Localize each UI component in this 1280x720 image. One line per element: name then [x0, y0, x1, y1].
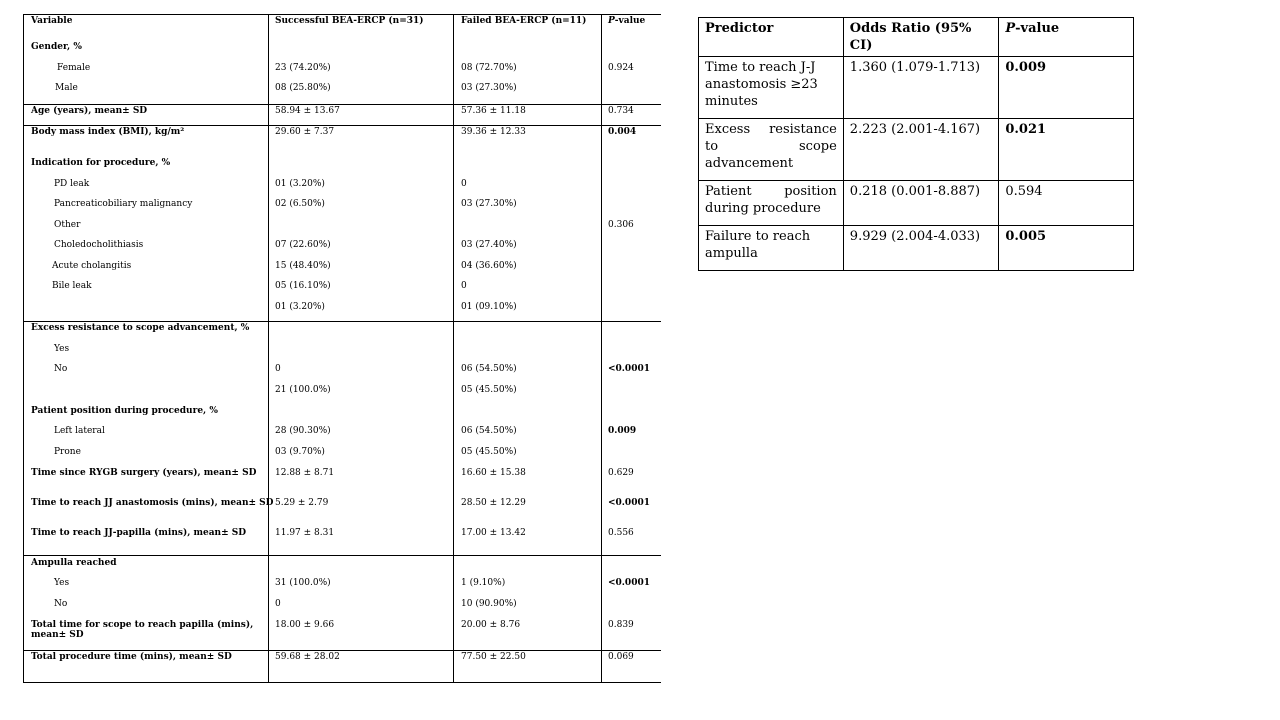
cell-failed: 05 (45.50%) — [461, 385, 517, 395]
cell-successful: 11.97 ± 8.31 — [275, 528, 335, 538]
cell-predictor: Failure to reach ampulla — [699, 226, 844, 271]
row-label: Pancreaticobiliary malignancy — [54, 199, 193, 209]
cell-p-value: 0.839 — [608, 620, 634, 630]
header-odds-ratio: Odds Ratio (95% CI) — [843, 18, 999, 57]
row-label: Other — [54, 220, 81, 230]
table-header-row — [699, 18, 1134, 57]
cell-failed: 03 (27.40%) — [461, 240, 517, 250]
column-divider — [601, 15, 602, 682]
header-p-value: P-value — [999, 18, 1134, 57]
row-label: Choledocholithiasis — [54, 240, 144, 250]
cell-odds-ratio: 0.218 (0.001-8.887) — [843, 181, 999, 226]
row-divider — [24, 321, 661, 322]
table-row — [699, 226, 1134, 271]
cell-successful: 01 (3.20%) — [275, 179, 325, 189]
row-label: No — [54, 364, 68, 374]
row-label: Yes — [54, 578, 70, 588]
cell-successful: 12.88 ± 8.71 — [275, 468, 335, 478]
cell-failed: 17.00 ± 13.42 — [461, 528, 526, 538]
row-label: Male — [55, 83, 78, 93]
cell-successful: 28 (90.30%) — [275, 426, 331, 436]
cell-successful: 03 (9.70%) — [275, 447, 325, 457]
cell-failed: 57.36 ± 11.18 — [461, 106, 526, 116]
cell-failed: 06 (54.50%) — [461, 364, 517, 374]
row-label: Indication for procedure, % — [31, 158, 171, 168]
cell-failed: 20.00 ± 8.76 — [461, 620, 521, 630]
cell-p-value: 0.629 — [608, 468, 634, 478]
cell-failed: 10 (90.90%) — [461, 599, 517, 609]
baseline-characteristics-table — [23, 14, 661, 683]
row-label: PD leak — [54, 179, 90, 189]
header-p-value: P-value — [608, 16, 646, 26]
column-divider — [268, 15, 269, 682]
cell-p-value: 0.021 — [999, 119, 1134, 181]
cell-failed: 16.60 ± 15.38 — [461, 468, 526, 478]
cell-predictor: Excess resistance to scope advancement — [699, 119, 844, 181]
cell-successful: 0 — [275, 599, 281, 609]
cell-p-value: 0.069 — [608, 652, 634, 662]
cell-p-value: <0.0001 — [608, 578, 650, 588]
cell-failed: 0 — [461, 179, 467, 189]
cell-p-value: 0.005 — [999, 226, 1134, 271]
predictors-table — [698, 17, 1134, 271]
row-divider — [24, 125, 661, 126]
row-divider — [24, 104, 661, 105]
cell-p-value: 0.734 — [608, 106, 634, 116]
row-label: Time to reach JJ-papilla (mins), mean± SD — [31, 528, 247, 538]
row-label: Time since RYGB surgery (years), mean± SD — [31, 468, 257, 478]
cell-successful: 23 (74.20%) — [275, 63, 331, 73]
cell-p-value: 0.009 — [999, 57, 1134, 119]
header-variable: Variable — [31, 16, 73, 26]
cell-failed: 01 (09.10%) — [461, 302, 517, 312]
cell-successful: 18.00 ± 9.66 — [275, 620, 335, 630]
row-label: Acute cholangitis — [52, 261, 132, 271]
row-label: Female — [57, 63, 91, 73]
cell-successful: 01 (3.20%) — [275, 302, 325, 312]
row-label: Total time for scope to reach papilla (mins), mean± SD — [31, 620, 254, 640]
cell-failed: 04 (36.60%) — [461, 261, 517, 271]
cell-p-value: <0.0001 — [608, 364, 650, 374]
cell-failed: 77.50 ± 22.50 — [461, 652, 526, 662]
row-label: Body mass index (BMI), kg/m² — [31, 127, 185, 137]
row-label: Prone — [54, 447, 81, 457]
header-predictor: Predictor — [699, 18, 844, 57]
cell-successful: 08 (25.80%) — [275, 83, 331, 93]
cell-successful: 59.68 ± 28.02 — [275, 652, 340, 662]
cell-successful: 58.94 ± 13.67 — [275, 106, 340, 116]
cell-failed: 03 (27.30%) — [461, 83, 517, 93]
cell-failed: 28.50 ± 12.29 — [461, 498, 526, 508]
cell-successful: 07 (22.60%) — [275, 240, 331, 250]
cell-failed: 03 (27.30%) — [461, 199, 517, 209]
row-label: Excess resistance to scope advancement, % — [31, 323, 250, 333]
cell-failed: 1 (9.10%) — [461, 578, 506, 588]
cell-predictor: Patient position during procedure — [699, 181, 844, 226]
row-label: Total procedure time (mins), mean± SD — [31, 652, 232, 662]
row-label: Yes — [54, 344, 70, 354]
row-label: Gender, % — [31, 42, 82, 52]
row-label: No — [54, 599, 68, 609]
cell-successful: 02 (6.50%) — [275, 199, 325, 209]
table-row — [699, 181, 1134, 226]
cell-successful: 21 (100.0%) — [275, 385, 331, 395]
cell-successful: 05 (16.10%) — [275, 281, 331, 291]
cell-failed: 06 (54.50%) — [461, 426, 517, 436]
cell-p-value: 0.594 — [999, 181, 1134, 226]
column-divider — [453, 15, 454, 682]
header-successful: Successful BEA-ERCP (n=31) — [275, 16, 424, 26]
cell-p-value: 0.004 — [608, 127, 637, 137]
cell-p-value: <0.0001 — [608, 498, 650, 508]
row-label: Ampulla reached — [31, 558, 117, 568]
cell-failed: 39.36 ± 12.33 — [461, 127, 526, 137]
row-label: Time to reach JJ anastomosis (mins), mean± SD — [31, 498, 274, 508]
cell-successful: 31 (100.0%) — [275, 578, 331, 588]
row-divider — [24, 555, 661, 556]
row-divider — [24, 650, 661, 651]
cell-predictor: Time to reach J-J anastomosis ≥23 minutes — [699, 57, 844, 119]
cell-p-value: 0.009 — [608, 426, 637, 436]
cell-failed: 05 (45.50%) — [461, 447, 517, 457]
cell-odds-ratio: 9.929 (2.004-4.033) — [843, 226, 999, 271]
cell-p-value: 0.924 — [608, 63, 634, 73]
cell-successful: 15 (48.40%) — [275, 261, 331, 271]
row-label: Bile leak — [52, 281, 92, 291]
cell-successful: 29.60 ± 7.37 — [275, 127, 335, 137]
cell-successful: 0 — [275, 364, 281, 374]
row-label: Age (years), mean± SD — [31, 106, 148, 116]
header-failed: Failed BEA-ERCP (n=11) — [461, 16, 587, 26]
cell-p-value: 0.556 — [608, 528, 634, 538]
cell-p-value: 0.306 — [608, 220, 634, 230]
cell-odds-ratio: 1.360 (1.079-1.713) — [843, 57, 999, 119]
table-row — [699, 57, 1134, 119]
row-label: Left lateral — [54, 426, 105, 436]
table-row — [699, 119, 1134, 181]
cell-failed: 0 — [461, 281, 467, 291]
cell-successful: 5.29 ± 2.79 — [275, 498, 329, 508]
row-label: Patient position during procedure, % — [31, 406, 218, 416]
cell-odds-ratio: 2.223 (2.001-4.167) — [843, 119, 999, 181]
cell-failed: 08 (72.70%) — [461, 63, 517, 73]
